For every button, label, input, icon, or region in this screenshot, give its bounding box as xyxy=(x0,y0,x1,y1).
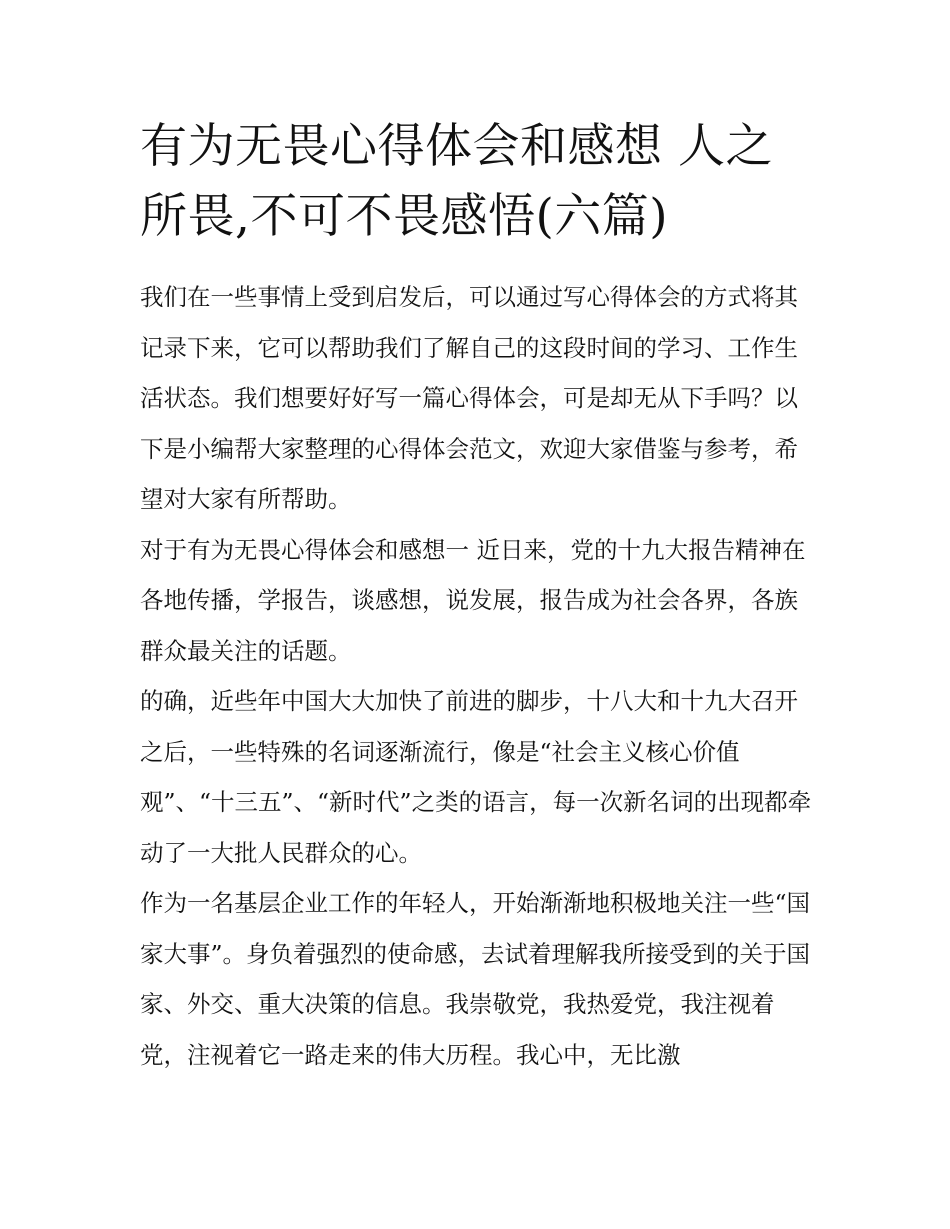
paragraph-intro: 我们在一些事情上受到启发后，可以通过写心得体会的方式将其记录下来，它可以帮助我们了解自己的这段时间的学习、工作生活状态。我们想要好好写一篇心得体会，可是却无从下手吗？以下是小编帮大家整理的心得体会范文，欢迎大家借鉴与参考，希望对大家有所帮助。 xyxy=(140,283,798,513)
paragraph-1: 对于有为无畏心得体会和感想一 近日来，党的十九大报告精神在各地传播，学报告，谈感想，说发展，报告成为社会各界，各族群众最关注的话题。 xyxy=(140,535,806,665)
paragraph-3: 作为一名基层企业工作的年轻人，开始渐渐地积极地关注一些“国家大事”。身负着强烈的使命感，去试着理解我所接受到的关于国家、外交、重大决策的信息。我崇敬党，我热爱党，我注视着党，注视着它一路走来的伟大历程。我心中，无比激 xyxy=(140,889,811,1069)
document-title: 有为无畏心得体会和感想 人之所畏,不可不畏感悟(六篇) xyxy=(140,119,773,244)
document-body xyxy=(140,112,816,1080)
paragraph-2: 的确，近些年中国大大加快了前进的脚步，十八大和十九大召开之后，一些特殊的名词逐渐流行，像是“社会主义核心价值观”、“十三五”、“新时代”之类的语言，每一次新名词的出现都牵动了一大批人民群众的心。 xyxy=(140,687,812,867)
